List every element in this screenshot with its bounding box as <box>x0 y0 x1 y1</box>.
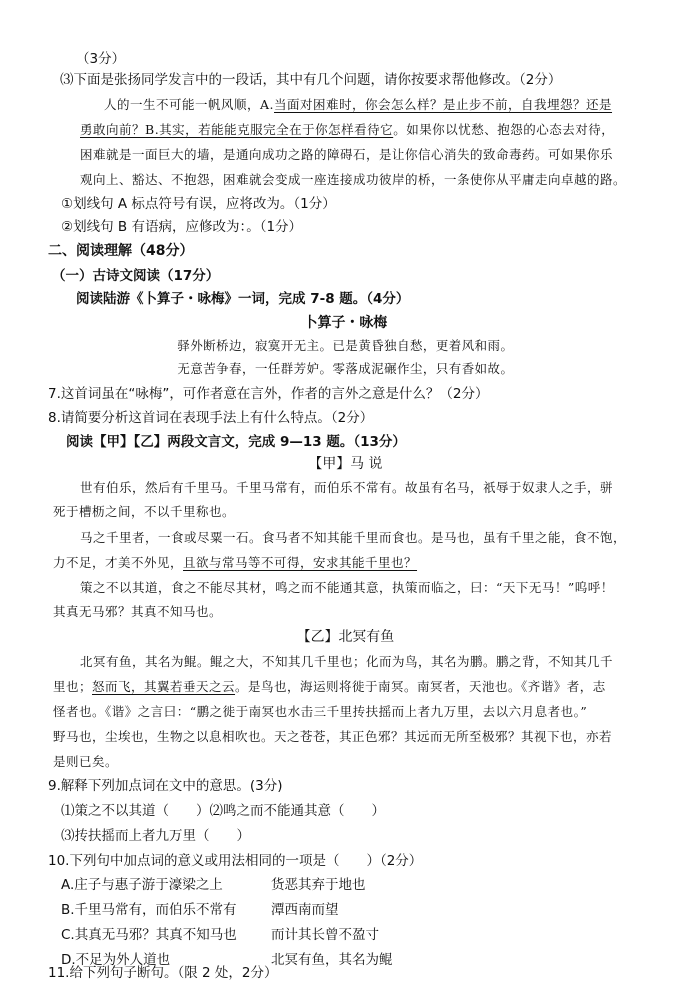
poem-line-1: 驿外断桥边，寂寞开无主。已是黄昏独自愁，更着风和雨。 <box>177 338 514 353</box>
question-7: 7.这首词虽在“咏梅”，可作者意在言外，作者的言外之意是什么？（2分） <box>48 386 489 402</box>
jia-line-2: 死于槽枥之间，不以千里称也。 <box>53 504 236 519</box>
question-9-items-2: ⑶抟扶摇而上者九万里（ ） <box>61 828 250 844</box>
q3-subquestion-2: ②划线句 B 有语病，应修改为：。（1分） <box>61 219 303 235</box>
yi-line-3: 怪者也。《谐》之言曰：“鹏之徙于南冥也水击三千里抟扶摇而上者九万里，去以六月息者也。” <box>53 704 588 719</box>
q3-passage-text: 人的一生不可能一帆风顺，A. <box>104 97 275 112</box>
part-title: （一）古诗文阅读（17分） <box>52 268 220 284</box>
yi-text: 里也； <box>53 679 93 694</box>
q10-option-a-left: A.庄子与惠子游于濠梁之上 <box>61 877 223 893</box>
underlined-sentence-a-cont: 勇敢向前？ <box>80 122 146 137</box>
poem-intro: 阅读陆游《卜算子・咏梅》一词，完成 7-8 题。（4分） <box>76 291 410 307</box>
jia-line-6: 其真无马邪？其真不知马也。 <box>53 604 223 619</box>
q10-option-a-right: 货恶其弃于地也 <box>271 877 366 893</box>
yi-line-4: 野马也，尘埃也，生物之以息相吹也。天之苍苍，其正色邪？其远而无所至极邪？其视下也，亦若 <box>53 729 613 744</box>
question-11: 11.给下列句子断句。（限 2 处，2分） <box>48 965 278 981</box>
underlined-sentence-b: B.其实，若能能克服完全在于你怎样看待它 <box>145 122 394 137</box>
prev-question-score: （3分） <box>76 51 126 67</box>
q10-option-b-right: 潭西南而望 <box>271 902 339 918</box>
passage-yi-title: 【乙】北冥有鱼 <box>296 629 395 645</box>
yi-line-2 <box>53 677 606 697</box>
yi-underlined-sentence: 怒而飞，其翼若垂天之云 <box>92 679 236 694</box>
q3-intro: ⑶下面是张扬同学发言中的一段话，其中有几个问题，请你按要求帮他修改。（2分） <box>60 72 562 88</box>
question-9-items-1: ⑴策之不以其道（ ）⑵鸣之而不能通其意（ ） <box>61 803 385 819</box>
passage-jia-title: 【甲】马 说 <box>308 456 383 472</box>
yi-text: 。是鸟也，海运则将徙于南冥。南冥者，天池也。《齐谐》者，志 <box>235 679 606 694</box>
jia-line-1: 世有伯乐，然后有千里马。千里马常有，而伯乐不常有。故虽有名马，祇辱于奴隶人之手，骈 <box>80 480 614 495</box>
q10-option-c-right: 而计其长曾不盈寸 <box>271 927 379 943</box>
yi-line-5: 是则已矣。 <box>53 754 119 769</box>
q10-option-d-left: D.不足为外人道也 <box>61 952 171 968</box>
q3-passage-line-3: 困难就是一面巨大的墙，是通向成功之路的障碍石，是让你信心消失的致命毒药。可如果你乐 <box>80 147 614 162</box>
question-10: 10.下列句中加点词的意义或用法相同的一项是（ ）（2分） <box>48 853 423 869</box>
poem-title: 卜算子・咏梅 <box>303 315 388 331</box>
q10-option-c-left: C.其真无马邪？其真不知马也 <box>61 927 237 943</box>
q10-option-d-right: 北冥有鱼，其名为鲲 <box>271 952 393 968</box>
poem-line-2: 无意苦争春，一任群芳妒。零落成泥碾作尘，只有香如故。 <box>177 361 514 376</box>
jia-line-3: 马之千里者，一食或尽粟一石。食马者不知其能千里而食也。是马也，虽有千里之能，食不饱， <box>80 530 627 545</box>
question-8: 8.请简要分析这首词在表现手法上有什么特点。（2分） <box>48 410 374 426</box>
underlined-sentence-a: 当面对困难时，你会怎么样？是止步不前，自我埋怨？还是 <box>274 97 613 112</box>
q3-passage-line-1 <box>104 95 612 115</box>
q3-passage-text: 。如果你以忧愁、抱怨的心态去对待， <box>393 122 615 137</box>
jia-line-5: 策之不以其道，食之不能尽其材，鸣之而不能通其意，执策而临之，曰：“天下无马！”呜呼！ <box>80 580 614 595</box>
prose-intro: 阅读【甲】【乙】两段文言文，完成 9—13 题。（13分） <box>66 434 406 450</box>
q3-passage-line-2 <box>80 120 614 140</box>
q10-option-b-left: B.千里马常有，而伯乐不常有 <box>61 902 237 918</box>
q3-passage-line-4: 观向上、豁达、不抱怨，困难就会变成一座连接成功彼岸的桥，一条使你从平庸走向卓越的路。 <box>80 172 627 187</box>
yi-line-1: 北冥有鱼，其名为鲲。鲲之大，不知其几千里也；化而为鸟，其名为鹏。鹏之背，不知其几千 <box>80 654 614 669</box>
jia-underlined-sentence: 且欲与常马等不可得，安求其能千里也？ <box>183 555 418 570</box>
section-title: 二、阅读理解（48分） <box>48 243 194 259</box>
q3-subquestion-1: ①划线句 A 标点符号有误，应将改为。（1分） <box>61 196 336 212</box>
jia-text: 力不足，才美不外见， <box>53 555 184 570</box>
jia-line-4 <box>53 553 417 573</box>
question-9: 9.解释下列加点词在文中的意思。(3分) <box>48 778 283 794</box>
